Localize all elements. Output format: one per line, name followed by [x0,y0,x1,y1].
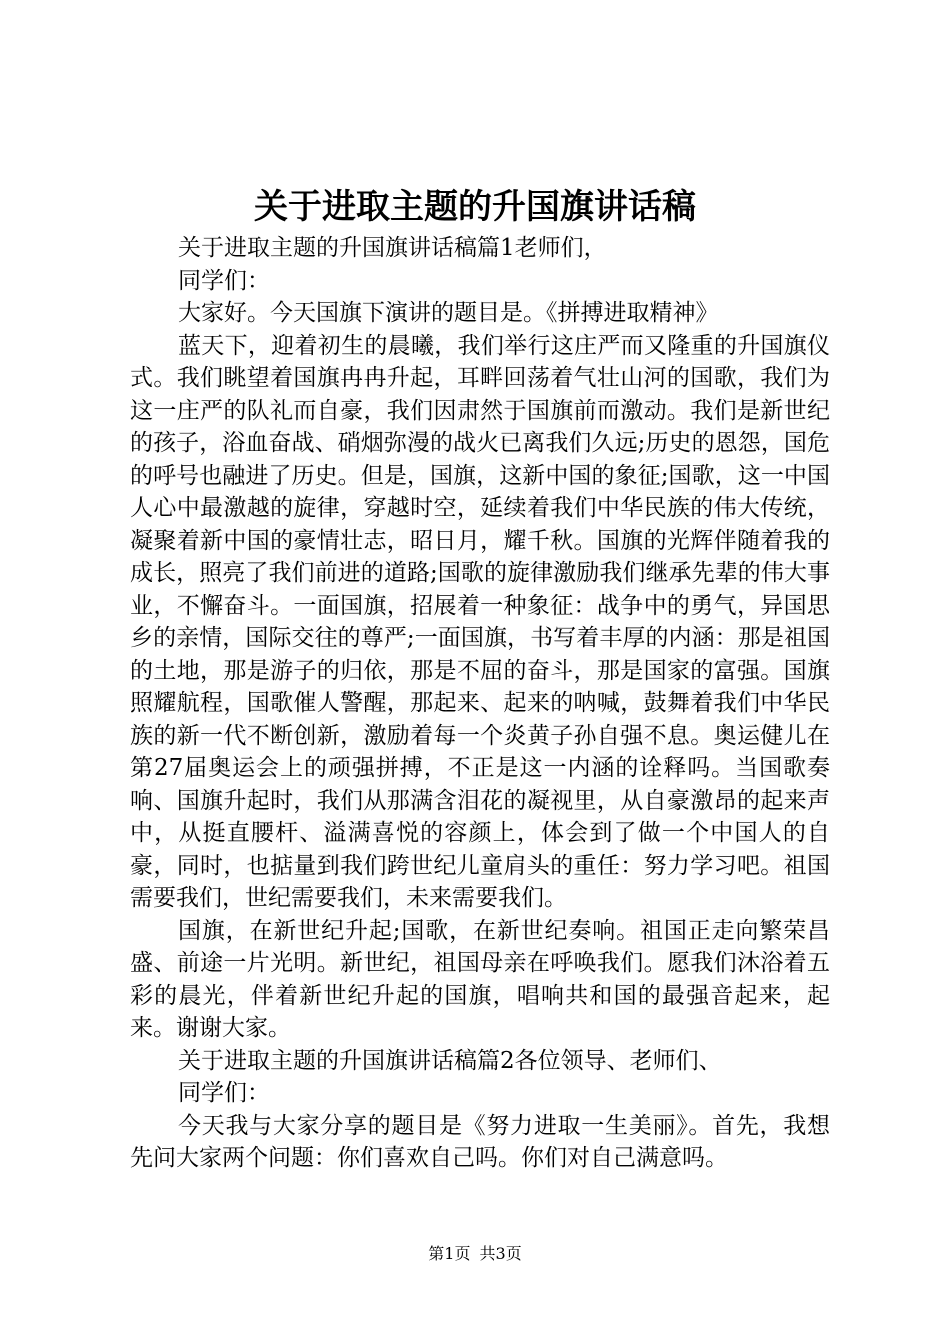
paragraph-speech-2-body: 今天我与大家分享的题目是《努力进取一生美丽》。首先，我想先问大家两个问题：你们喜欢自己吗。你们对自己满意吗。 [130,1112,830,1171]
paragraph-speech-2-intro: 关于进取主题的升国旗讲话稿篇2各位领导、老师们、 [178,1047,722,1074]
paragraph-main: 蓝天下，迎着初生的晨曦，我们举行这庄严而又隆重的升国旗仪式。我们眺望着国旗冉冉升起，耳畔回荡着气壮山河的国歌，我们为这一庄严的队礼而自豪，我们因肃然于国旗前而激动。我们是新世纪的孩子，浴血奋战、硝烟弥漫的战火已离我们久远;历史的恩怨，国危的呼号也融进了历史。但是，国旗，这新中国的象征;国歌，这一中国人心中最激越的旋律，穿越时空，延续着我们中华民族的伟大传统，凝聚着新中国的豪情壮志，昭日月，耀千秋。国旗的光辉伴随着我的成长，照亮了我们前进的道路;国歌的旋律激励我们继承先辈的伟大事业，不懈奋斗。一面国旗，招展着一种象征：战争中的勇气，异国思乡的亲情，国际交往的尊严;一面国旗，书写着丰厚的内涵：那是祖国的土地，那是游子的归依，那是不屈的奋斗，那是国家的富强。国旗照耀航程，国歌催人警醒，那起来、起来的呐喊，鼓舞着我们中华民族的新一代不断创新，激励着每一个炎黄子孙自强不息。奥运健儿在第27届奥运会上的顽强拼搏，不正是这一内涵的诠释吗。当国歌奏响、国旗升起时，我们从那满含泪花的凝视里，从自豪激昂的起来声中，从挺直腰杆、溢满喜悦的容颜上，体会到了做一个中国人的自豪，同时，也掂量到我们跨世纪儿童肩头的重任：努力学习吧。祖国需要我们，世纪需要我们，未来需要我们。 [130,332,830,911]
paragraph-speech-2-greeting: 同学们： [178,1080,270,1106]
document-body [130,232,830,1175]
paragraph-greeting: 同学们： [178,267,270,294]
paragraph-closing: 国旗，在新世纪升起;国歌，在新世纪奏响。祖国正走向繁荣昌盛、前途一片光明。新世纪，祖国母亲在呼唤我们。愿我们沐浴着五彩的晨光，伴着新世纪升起的国旗，唱响共和国的最强音起来，起来。谢谢大家。 [130,917,830,1041]
page-number: 第1页 [428,1244,471,1263]
document-title: 关于进取主题的升国旗讲话稿 [254,187,696,227]
paragraph-intro: 关于进取主题的升国旗讲话稿篇1老师们， [178,235,607,261]
total-pages: 共3页 [479,1244,522,1263]
page-footer [0,1242,950,1266]
paragraph-topic: 大家好。今天国旗下演讲的题目是。《拼搏进取精神》 [178,300,719,326]
